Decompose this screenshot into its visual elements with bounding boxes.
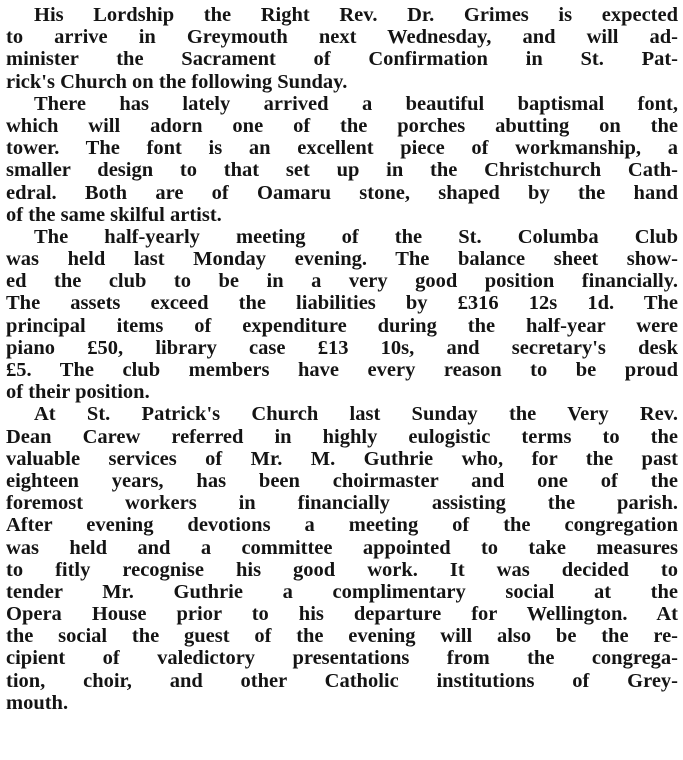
text-line: tower. The font is an excellent piece of workmanship, a [6, 137, 678, 160]
text-line: At St. Patrick's Church last Sunday the Very Rev. [34, 403, 678, 426]
news-column [6, 4, 678, 714]
text-line: £5. The club members have every reason to be proud [6, 359, 678, 381]
paragraph-guthrie [6, 403, 678, 714]
text-line: Opera House prior to his departure for Wellington. At [6, 603, 678, 626]
text-line: After evening devotions a meeting of the congregation [6, 514, 678, 537]
paragraph-baptismal-font [6, 93, 678, 226]
text-line: of the same skilful artist. [6, 203, 222, 226]
text-line: His Lordship the Right Rev. Dr. Grimes is expected [34, 4, 678, 26]
text-line: tender Mr. Guthrie a complimentary social at the [6, 580, 678, 603]
text-line: ed the club to be in a very good position financially. [6, 270, 678, 293]
text-line: foremost workers in financially assisting the parish. [6, 492, 678, 515]
text-line: Dean Carew referred in highly eulogistic terms to the [6, 425, 678, 448]
paragraph-confirmation [6, 4, 678, 93]
text-line: was held and a committee appointed to take measures [6, 536, 678, 559]
paragraph-columba-club [6, 226, 678, 404]
text-line: valuable services of Mr. M. Guthrie who, for the past [6, 447, 678, 470]
text-line: smaller design to that set up in the Christchurch Cath- [6, 159, 678, 182]
text-line: rick's Church on the following Sunday. [6, 70, 348, 93]
text-line: principal items of expenditure during the half-year were [6, 314, 678, 337]
text-line: to arrive in Greymouth next Wednesday, and will ad- [6, 26, 678, 49]
text-line: cipient of valedictory presentations from the congrega- [6, 647, 678, 670]
text-line: tion, choir, and other Catholic institutions of Grey- [6, 669, 678, 692]
text-line: The half-yearly meeting of the St. Columba Club [34, 225, 678, 248]
text-line: eighteen years, has been choirmaster and one of the [6, 469, 678, 492]
text-line: which will adorn one of the porches abutting on the [6, 114, 678, 137]
text-line: The assets exceed the liabilities by £316 12s 1d. The [6, 292, 678, 315]
text-line: was held last Monday evening. The balance sheet show- [6, 248, 678, 271]
text-line: to fitly recognise his good work. It was decided to [6, 558, 678, 581]
text-line: of their position. [6, 381, 150, 404]
text-line: the social the guest of the evening will also be the re- [6, 625, 678, 648]
text-line: edral. Both are of Oamaru stone, shaped by the hand [6, 181, 678, 204]
text-line: piano £50, library case £13 10s, and secretary's desk [6, 336, 678, 359]
text-line: mouth. [6, 691, 69, 714]
text-line: minister the Sacrament of Confirmation in St. Pat- [6, 48, 678, 71]
text-line: There has lately arrived a beautiful baptismal font, [34, 92, 678, 115]
